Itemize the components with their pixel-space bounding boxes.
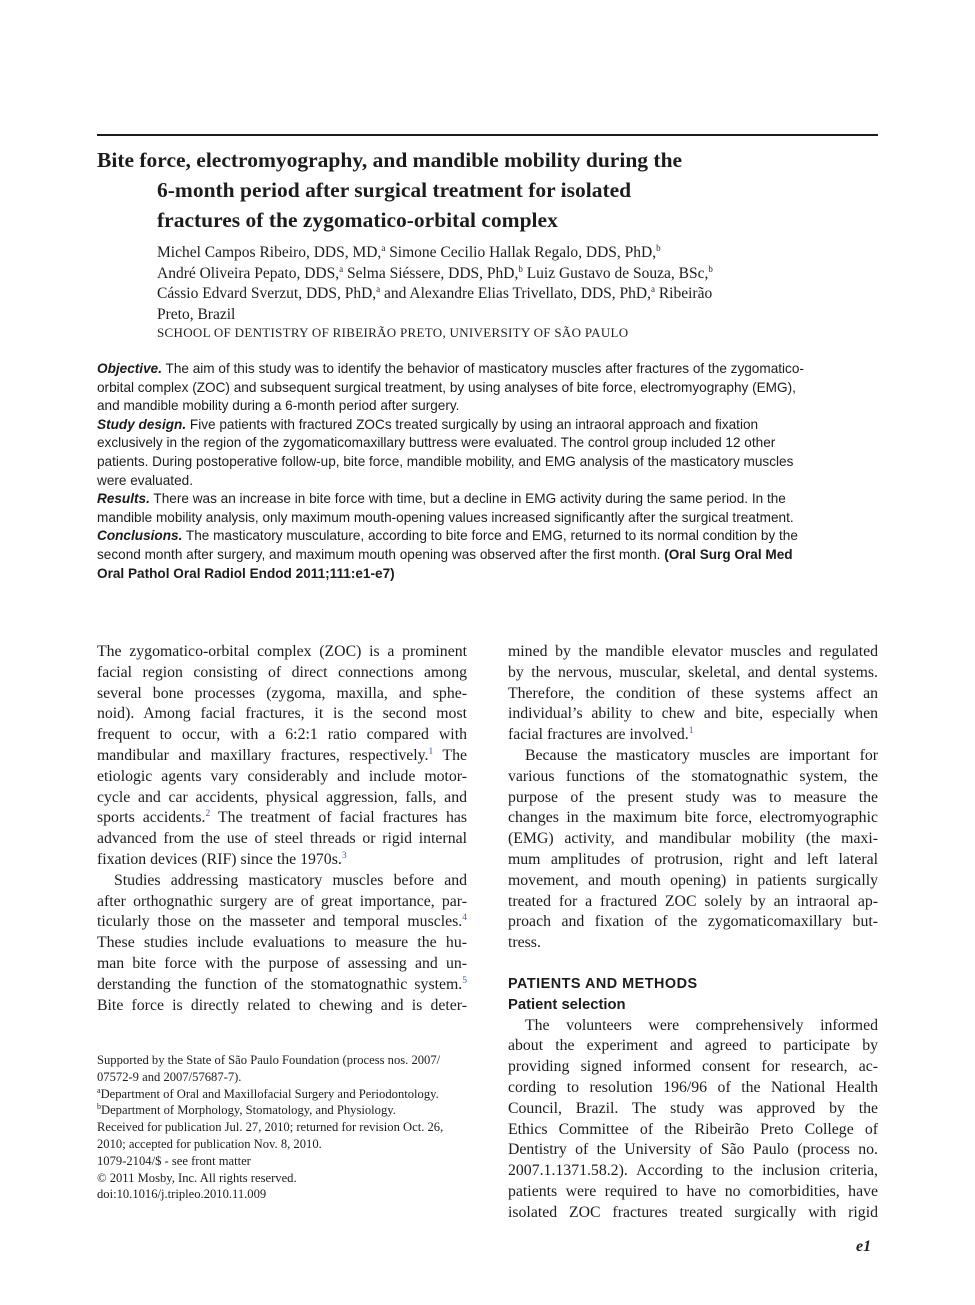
author-text: Cássio Edvard Sverzut, DDS, PhD,: [157, 285, 377, 302]
line-text: changes in the maximum bite force, electromyographic: [508, 809, 878, 827]
text-line: [508, 725, 878, 746]
text-line: [508, 912, 878, 933]
text-line: [508, 871, 878, 892]
line-text: Ethics Committee of the Ribeirão Preto College of: [508, 1120, 878, 1138]
text-line: [508, 1203, 878, 1224]
affil-mark: b: [708, 263, 713, 274]
line-text: mandibular and maxillary fractures, respectively.: [97, 746, 429, 764]
text-line: [508, 1099, 878, 1120]
abstract-line: [97, 527, 878, 546]
note-text: Department of Morphology, Stomatology, and Physiology.: [101, 1103, 396, 1118]
affil-mark: a: [650, 284, 655, 294]
text-line: [508, 704, 878, 725]
body-column-left: [97, 642, 467, 1016]
text-line: [508, 1036, 878, 1057]
author-list: [157, 243, 797, 325]
text-line: [508, 788, 878, 809]
title-line: fractures of the zygomatico-orbital complex: [157, 208, 558, 232]
text-line: [508, 642, 878, 663]
line-text: noid). Among facial fractures, it is the second most: [97, 705, 467, 723]
affil-mark: a: [376, 284, 381, 294]
line-text: proach and fixation of the zygomaticomaxillary but-: [508, 913, 878, 931]
text-line: [97, 808, 467, 829]
line-text: frequent to occur, with a 6:2:1 ratio compared with: [97, 726, 467, 744]
funding-note: Supported by the State of São Paulo Foundation (process nos. 2007/: [97, 1053, 441, 1067]
line-text: Therefore, the condition of these systems affect an: [508, 684, 878, 702]
abstract-line: [97, 360, 878, 379]
text-line: [508, 1140, 878, 1161]
abstract-text: second month after surgery, and maximum mouth opening was observed after the first month.: [97, 546, 665, 562]
citation-ref[interactable]: 1: [428, 746, 434, 757]
methods-text: [508, 1016, 878, 1224]
affiliation-note: [97, 1102, 477, 1119]
line-text: Bite force is directly related to chewing and is deter-: [97, 996, 467, 1014]
text-line: [508, 808, 878, 829]
received-note: Received for publication Jul. 27, 2010; returned for revision Oct. 26,: [97, 1120, 444, 1135]
text-line: [508, 746, 878, 767]
text-line: [508, 767, 878, 788]
author-text: Michel Campos Ribeiro, DDS, MD,: [157, 244, 382, 261]
abstract-text: The aim of this study was to identify the behavior of masticatory muscles after fractures of the zygomatico-: [161, 361, 804, 376]
affil-mark: b: [518, 263, 523, 274]
institution-affiliation: SCHOOL OF DENTISTRY OF RIBEIRÃO PRETO, UNIVERSITY OF SÃO PAULO: [157, 325, 629, 340]
intro-continuation: [508, 642, 878, 954]
text-line: [508, 663, 878, 684]
affil-mark: a: [339, 263, 344, 274]
footnotes: [97, 1052, 477, 1203]
citation-ref[interactable]: 3: [341, 850, 347, 861]
line-text: The zygomatico-orbital complex (ZOC) is a prominent: [97, 643, 467, 660]
line-text: various functions of the stomatognathic system, the: [508, 767, 878, 785]
line-text: cording to resolution 196/96 of the National Health: [508, 1078, 878, 1096]
line-text: Council, Brazil. The study was approved by the: [508, 1099, 878, 1117]
abstract-line: [97, 416, 878, 435]
title-line: 6-month period after surgical treatment for isolated: [157, 178, 632, 202]
text-line: [97, 725, 467, 746]
results-heading: Results.: [97, 491, 150, 507]
line-text: tress.: [508, 934, 541, 952]
study-design-heading: Study design.: [97, 416, 187, 432]
affil-mark: b: [656, 243, 661, 253]
text-line: [97, 850, 467, 871]
citation-ref[interactable]: 5: [462, 975, 467, 986]
journal-citation: (Oral Surg Oral Med: [664, 546, 793, 562]
copyright-note: © 2011 Mosby, Inc. All rights reserved.: [97, 1170, 297, 1185]
objective-heading: Objective.: [97, 361, 162, 376]
line-text: (EMG) activity, and mandibular mobility (the maxi-: [508, 830, 878, 848]
received-note: 2010; accepted for publication Nov. 8, 2010.: [97, 1136, 322, 1151]
issn-note: 1079-2104/$ - see front matter: [97, 1153, 251, 1168]
text-line: [508, 850, 878, 871]
affil-mark: b: [97, 1102, 101, 1112]
section-heading: PATIENTS AND METHODS: [508, 975, 698, 992]
doi-link[interactable]: doi:10.1016/j.tripleo.2010.11.009: [97, 1187, 267, 1202]
text-line: [97, 663, 467, 684]
text-line: [97, 892, 467, 913]
text-line: [508, 684, 878, 705]
author-text: Selma Siéssere, DDS, PhD,: [343, 264, 519, 282]
text-line: [97, 642, 467, 663]
text-line: [97, 746, 467, 767]
line-text: after orthognathic surgery are of great importance, par-: [97, 892, 467, 910]
author-text: Luiz Gustavo de Souza, BSc,: [522, 264, 709, 282]
line-text: patients were required to have no comorbidities, have: [508, 1182, 878, 1200]
line-text: etiologic agents vary considerably and include motor-: [97, 767, 467, 785]
text-line: [508, 829, 878, 850]
text-line: [508, 892, 878, 913]
body-column-right: [508, 642, 878, 1224]
citation-ref[interactable]: 2: [205, 809, 211, 820]
page-number: e1: [856, 1238, 872, 1255]
line-text: ticularly those on the masseter and temporal muscles.: [97, 913, 463, 931]
line-text: These studies include evaluations to measure the hu-: [97, 934, 467, 952]
text-line: [508, 1120, 878, 1141]
line-text: purpose of the present study was to measure the: [508, 788, 878, 806]
citation-ref[interactable]: 4: [462, 913, 467, 924]
top-rule: [97, 134, 878, 136]
author-text: and Alexandre Elias Trivellato, DDS, PhD,: [380, 285, 651, 302]
text-line: [97, 954, 467, 975]
abstract-line: patients. During postoperative follow-up, bite force, mandible mobility, and EMG analysis of the masticatory muscles: [97, 453, 794, 469]
text-line: [97, 996, 467, 1017]
line-text: isolated ZOC fractures treated surgically with rigid: [508, 1203, 878, 1221]
line-text: individual’s ability to chew and bite, especially when: [508, 705, 878, 723]
abstract-text: The masticatory musculature, according to bite force and EMG, returned to its normal condition by the: [182, 528, 798, 544]
text-line: [97, 704, 467, 725]
line-text: cycle and car accidents, physical aggression, falls, and: [97, 788, 467, 806]
author-line: [157, 243, 797, 264]
article-title: [97, 145, 797, 235]
author-line: [157, 284, 797, 305]
affiliation-note: [97, 1086, 477, 1103]
line-text: Dentistry of the University of São Paulo (process no.: [508, 1141, 878, 1159]
text-line: [508, 1016, 878, 1037]
abstract-line: orbital complex (ZOC) and subsequent surgical treatment, by using analyses of bite force, electromyography (EMG),: [97, 379, 796, 395]
author-text: Simone Cecilio Hallak Regalo, DDS, PhD,: [385, 244, 657, 261]
citation-ref[interactable]: 1: [688, 726, 694, 737]
text-line: [97, 767, 467, 788]
abstract: [97, 360, 878, 583]
conclusions-heading: Conclusions.: [97, 528, 183, 544]
abstract-line: were evaluated.: [97, 472, 193, 488]
text-line: [508, 1161, 878, 1182]
subsection-heading: Patient selection: [508, 996, 626, 1013]
line-text: The volunteers were comprehensively informed: [525, 1016, 878, 1034]
abstract-line: exclusively in the region of the zygomaticomaxillary buttress were evaluated. The control group included 12 other: [97, 435, 776, 451]
section-gap: [508, 954, 878, 974]
line-text: about the experiment and agreed to participate by: [508, 1037, 878, 1055]
line-text: facial region consisting of direct connections among: [97, 663, 467, 681]
line-text: by the nervous, muscular, skeletal, and dental systems.: [508, 663, 878, 681]
line-text: providing signed informed consent for research, ac-: [508, 1058, 878, 1076]
abstract-line: [97, 546, 878, 565]
author-line: Preto, Brazil: [157, 305, 236, 323]
affil-mark: a: [97, 1085, 101, 1095]
line-text: man bite force with the purpose of assessing and un-: [97, 954, 467, 972]
line-text: mined by the mandible elevator muscles and regulated: [508, 643, 878, 660]
text-line: [508, 1182, 878, 1203]
line-text: 2007.1.1371.58.2). According to the inclusion criteria,: [508, 1162, 878, 1180]
text-line: [97, 684, 467, 705]
text-line: [97, 829, 467, 850]
line-text: sports accidents.: [97, 809, 206, 827]
title-line: Bite force, electromyography, and mandible mobility during the: [97, 148, 683, 172]
line-text: The treatment of facial fractures has: [210, 809, 467, 827]
line-text: derstanding the function of the stomatognathic system.: [97, 975, 463, 993]
text-line: [97, 933, 467, 954]
line-text: treated for a fractured ZOC solely by an intraoral ap-: [508, 892, 878, 910]
author-text: Ribeirão: [654, 285, 713, 302]
journal-citation: Oral Pathol Oral Radiol Endod 2011;111:e1-e7): [97, 565, 395, 581]
text-line: [508, 1078, 878, 1099]
abstract-text: Five patients with fractured ZOCs treated surgically by using an intraoral approach and fixation: [186, 416, 759, 432]
line-text: facial fractures are involved.: [508, 726, 689, 744]
author-text: André Oliveira Pepato, DDS,: [157, 264, 340, 282]
text-line: [97, 871, 467, 892]
text-line: [508, 1057, 878, 1078]
text-line: [97, 912, 467, 933]
note-text: Department of Oral and Maxillofacial Surgery and Periodontology.: [100, 1086, 439, 1101]
line-text: The: [433, 746, 467, 764]
text-line: [97, 975, 467, 996]
funding-note: 07572-9 and 2007/57687-7).: [97, 1069, 242, 1084]
abstract-line: mandible mobility analysis, only maximum mouth-opening values increased significantly after the surgical treatment.: [97, 509, 794, 525]
abstract-text: There was an increase in bite force with time, but a decline in EMG activity during the same period. In the: [149, 491, 786, 507]
line-text: mum amplitudes of protrusion, right and left lateral: [508, 850, 878, 868]
affil-mark: a: [381, 243, 386, 253]
text-line: [508, 933, 878, 954]
abstract-line: and mandible mobility during a 6-month period after surgery.: [97, 398, 460, 414]
line-text: advanced from the use of steel threads or rigid internal: [97, 830, 467, 848]
line-text: several bone processes (zygoma, maxilla, and sphe-: [97, 684, 467, 702]
line-text: fixation devices (RIF) since the 1970s.: [97, 850, 342, 868]
line-text: Studies addressing masticatory muscles before and: [114, 871, 467, 889]
author-line: [157, 264, 797, 285]
abstract-line: [97, 490, 878, 509]
line-text: Because the masticatory muscles are important for: [525, 746, 878, 764]
line-text: movement, and mouth opening) in patients surgically: [508, 871, 878, 889]
text-line: [97, 788, 467, 809]
